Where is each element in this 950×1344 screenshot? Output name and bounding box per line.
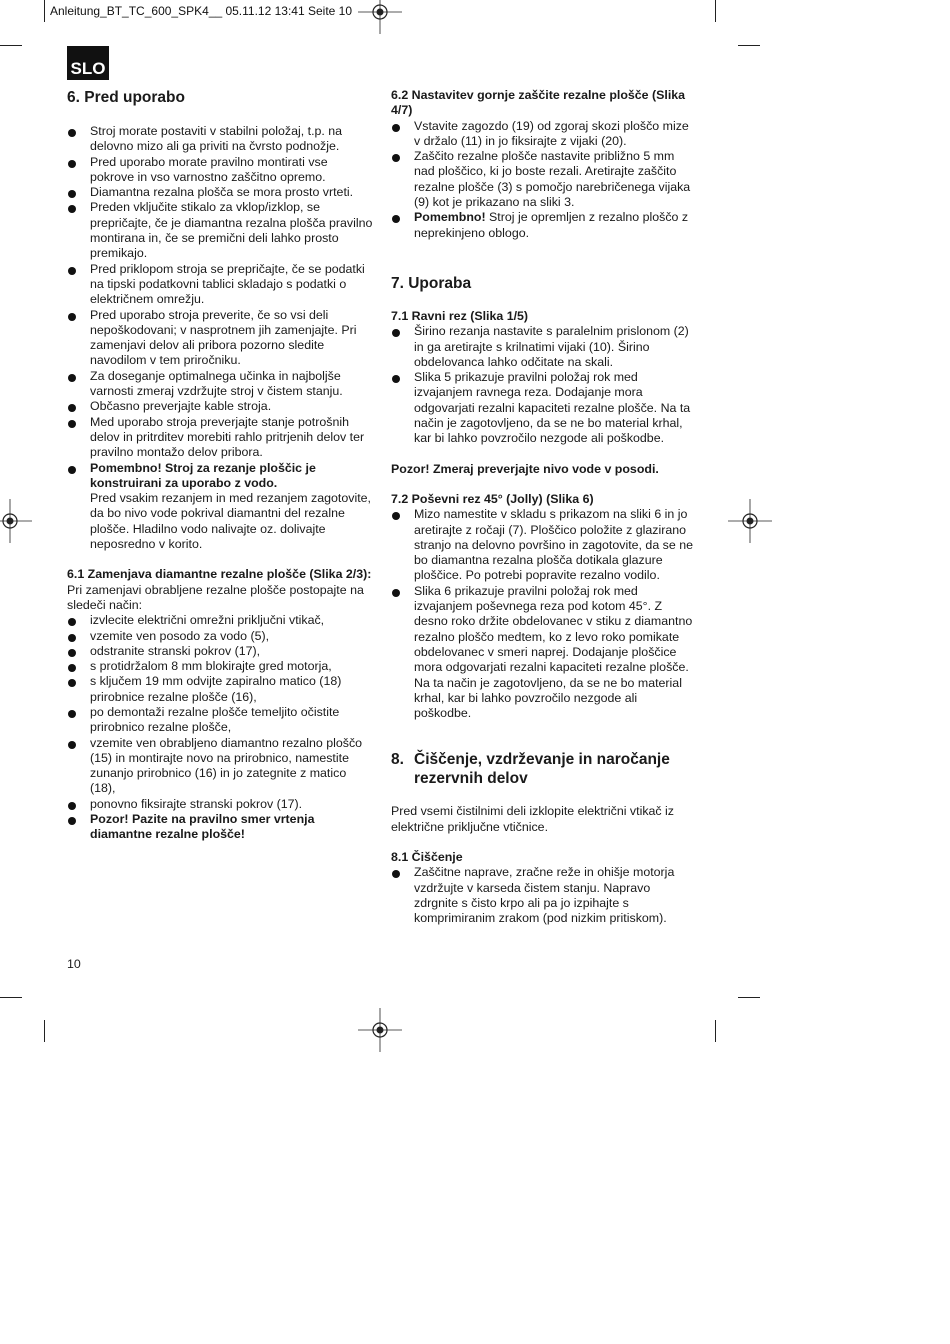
list-item: Pred uporabo stroja preverite, če so vsi deli nepoškodovani; v nasprotnem jih zamenjajte. Pri zamenjavi delov ali pribora pozorno sledite navodilom v tem priročniku. bbox=[67, 308, 373, 369]
registration-mark-icon bbox=[358, 0, 402, 34]
section-8-number: 8. bbox=[391, 751, 404, 769]
list-item: Med uporabo stroja preverjajte stanje potrošnih delov in pritrditev morebiti rahlo pritrjenih delov ter pravilno montažo delov pribora. bbox=[67, 415, 373, 461]
section-7-1-list bbox=[391, 324, 697, 446]
print-slug: Anleitung_BT_TC_600_SPK4__ 05.11.12 13:41 Seite 10 bbox=[50, 4, 353, 18]
list-item: izvlecite električni omrežni priključni vtikač, bbox=[67, 613, 373, 628]
list-item: Pozor! Pazite na pravilno smer vrtenja diamantne rezalne plošče! bbox=[67, 812, 373, 843]
list-item: Pred priklopom stroja se prepričajte, če se podatki na tipski podatkovni tablici skladajo s podatki o električnem omrežju. bbox=[67, 262, 373, 308]
list-item: Širino rezanja nastavite s paralelnim prislonom (2) in ga aretirajte s krilnatimi vijaki (10). Širino obdelovanca lahko odčitate na skali. bbox=[391, 324, 697, 370]
section-8-title: Čiščenje, vzdrževanje in naročanje rezervnih delov bbox=[414, 751, 670, 788]
section-6-2-list bbox=[391, 119, 697, 241]
right-column bbox=[391, 88, 697, 926]
list-item: Občasno preverjajte kable stroja. bbox=[67, 399, 373, 414]
list-item: vzemite ven posodo za vodo (5), bbox=[67, 629, 373, 644]
list-item: Vstavite zagozdo (19) od zgoraj skozi ploščo mize v držalo (11) in jo fiksirajte z vijaki (20). bbox=[391, 119, 697, 150]
section-6-list bbox=[67, 124, 373, 552]
registration-mark-icon bbox=[358, 1008, 402, 1052]
water-level-warning: Pozor! Zmeraj preverjajte nivo vode v posodi. bbox=[391, 461, 659, 476]
crop-mark bbox=[738, 45, 760, 46]
list-item: Pred uporabo morate pravilno montirati vse pokrove in vso varnostno zaščitno opremo. bbox=[67, 155, 373, 186]
list-item-text: Stroj je opremljen z rezalno ploščo z neprekinjeno oblogo. bbox=[414, 210, 689, 240]
section-7-1-title: 7.1 Ravni rez (Slika 1/5) bbox=[391, 308, 529, 323]
list-item: vzemite ven obrabljeno diamantno rezalno ploščo (15) in montirajte novo na prirobnico, namestite zunanjo prirobnico (16) in jo zategnite z matico (18), bbox=[67, 736, 373, 797]
list-item: Zaščitne naprave, zračne reže in ohišje motorja vzdržujte v karseda čistem stanju. Napravo zdrgnite s čisto krpo ali pa jo izpihajte s komprimiranim zrakom (pod nizkim pritiskom). bbox=[391, 865, 697, 926]
important-label: Pomembno! bbox=[414, 210, 486, 225]
crop-mark bbox=[715, 0, 716, 22]
list-item bbox=[391, 210, 697, 241]
section-8-heading bbox=[391, 750, 697, 788]
list-item: Slika 6 prikazuje pravilni položaj rok med izvajanjem poševnega reza pod kotom 45°. Z desno roko držite obdelovanec v stiku z diamantno rezalno ploščo medtem, ko z levo roko pomikate obdelovanec v smeri naprej. Dodajanje ploščice mora odgovarjati rezalni kapaciteti rezalne plošče. Na ta način je zagotovljeno, da se ne bo material krhal, kar bi lahko povzročilo nezgode ali poškodbe. bbox=[391, 584, 697, 722]
list-item: s ključem 19 mm odvijte zapiralno matico (18) prirobnice rezalne plošče (16), bbox=[67, 674, 373, 705]
list-item: odstranite stranski pokrov (17), bbox=[67, 644, 373, 659]
crop-mark bbox=[44, 0, 45, 22]
list-item: s protidržalom 8 mm blokirajte gred motorja, bbox=[67, 659, 373, 674]
list-item bbox=[67, 461, 373, 553]
section-6-2-title: 6.2 Nastavitev gornje zaščite rezalne plošče (Slika 4/7) bbox=[391, 88, 686, 118]
list-item: ponovno fiksirajte stranski pokrov (17). bbox=[67, 797, 373, 812]
section-7-title: 7. Uporaba bbox=[391, 274, 472, 292]
section-6-1-intro: Pri zamenjavi obrabljene rezalne plošče postopajte na sledeči način: bbox=[67, 582, 364, 612]
list-item: Mizo namestite v skladu s prikazom na sliki 6 in jo aretirajte z ročaji (7). Ploščico položite z glazirano stranjo na delovno površino in zagotovite, da se ne bo diamantna rezalna plošča dotikala glazure ploščice. Po potrebi popravite rezalno vodilo. bbox=[391, 507, 697, 583]
registration-mark-icon bbox=[728, 499, 772, 543]
page-number: 10 bbox=[67, 957, 81, 971]
list-item: po demontaži rezalne plošče temeljito očistite prirobnico rezalne plošče, bbox=[67, 705, 373, 736]
important-note: Pomembno! Stroj za rezanje ploščic je konstruirani za uporabo z vodo. bbox=[90, 460, 316, 490]
list-item-text: Pred vsakim rezanjem in med rezanjem zagotovite, da bo nivo vode pokrival diamantni del rezalne plošče. Hladilno vodo nalivajte oz. dolivajte neposredno v korito. bbox=[90, 491, 371, 552]
language-badge: SLO bbox=[67, 46, 109, 80]
list-item: Stroj morate postaviti v stabilni položaj, t.p. na delovno mizo ali ga priviti na čvrsto podnožje. bbox=[67, 124, 373, 155]
section-8-intro: Pred vsemi čistilnimi deli izklopite električni vtikač iz električne priključne vtičnice. bbox=[391, 804, 675, 834]
list-item: Za doseganje optimalnega učinka in najboljše varnosti zmeraj vzdržujte stroj v čistem stanju. bbox=[67, 369, 373, 400]
crop-mark bbox=[0, 45, 22, 46]
section-6-1-list bbox=[67, 613, 373, 842]
registration-mark-icon bbox=[0, 499, 32, 543]
list-item: Preden vključite stikalo za vklop/izklop, se prepričajte, če je diamantna rezalna plošča pravilno montirana in, če se premični deli lahko prosto premikajo. bbox=[67, 200, 373, 261]
left-column bbox=[67, 88, 373, 843]
crop-mark bbox=[44, 1020, 45, 1042]
list-item: Slika 5 prikazuje pravilni položaj rok med izvajanjem ravnega reza. Dodajanje mora odgovarjati rezalni kapaciteti rezalne plošče. Na ta način je zagotovljeno, da se ne bo material krhal, kar bi lahko povzročilo nezgode ali poškodbe. bbox=[391, 370, 697, 446]
list-item: Zaščito rezalne plošče nastavite približno 5 mm nad ploščico, ki jo boste rezali. Aretirajte zaščito rezalne plošče (3) s pomočjo narebričenega vijaka (9) kot je prikazano na sliki 3. bbox=[391, 149, 697, 210]
crop-mark bbox=[738, 997, 760, 998]
section-7-2-title: 7.2 Poševni rez 45° (Jolly) (Slika 6) bbox=[391, 491, 594, 506]
section-8-1-list bbox=[391, 865, 697, 926]
section-6-title: 6. Pred uporabo bbox=[67, 89, 185, 106]
section-7-2-list bbox=[391, 507, 697, 721]
crop-mark bbox=[0, 997, 22, 998]
section-8-1-title: 8.1 Čiščenje bbox=[391, 849, 463, 864]
section-6-1-title: 6.1 Zamenjava diamantne rezalne plošče (Slika 2/3): bbox=[67, 567, 372, 582]
crop-mark bbox=[715, 1020, 716, 1042]
list-item: Diamantna rezalna plošča se mora prosto vrteti. bbox=[67, 185, 373, 200]
